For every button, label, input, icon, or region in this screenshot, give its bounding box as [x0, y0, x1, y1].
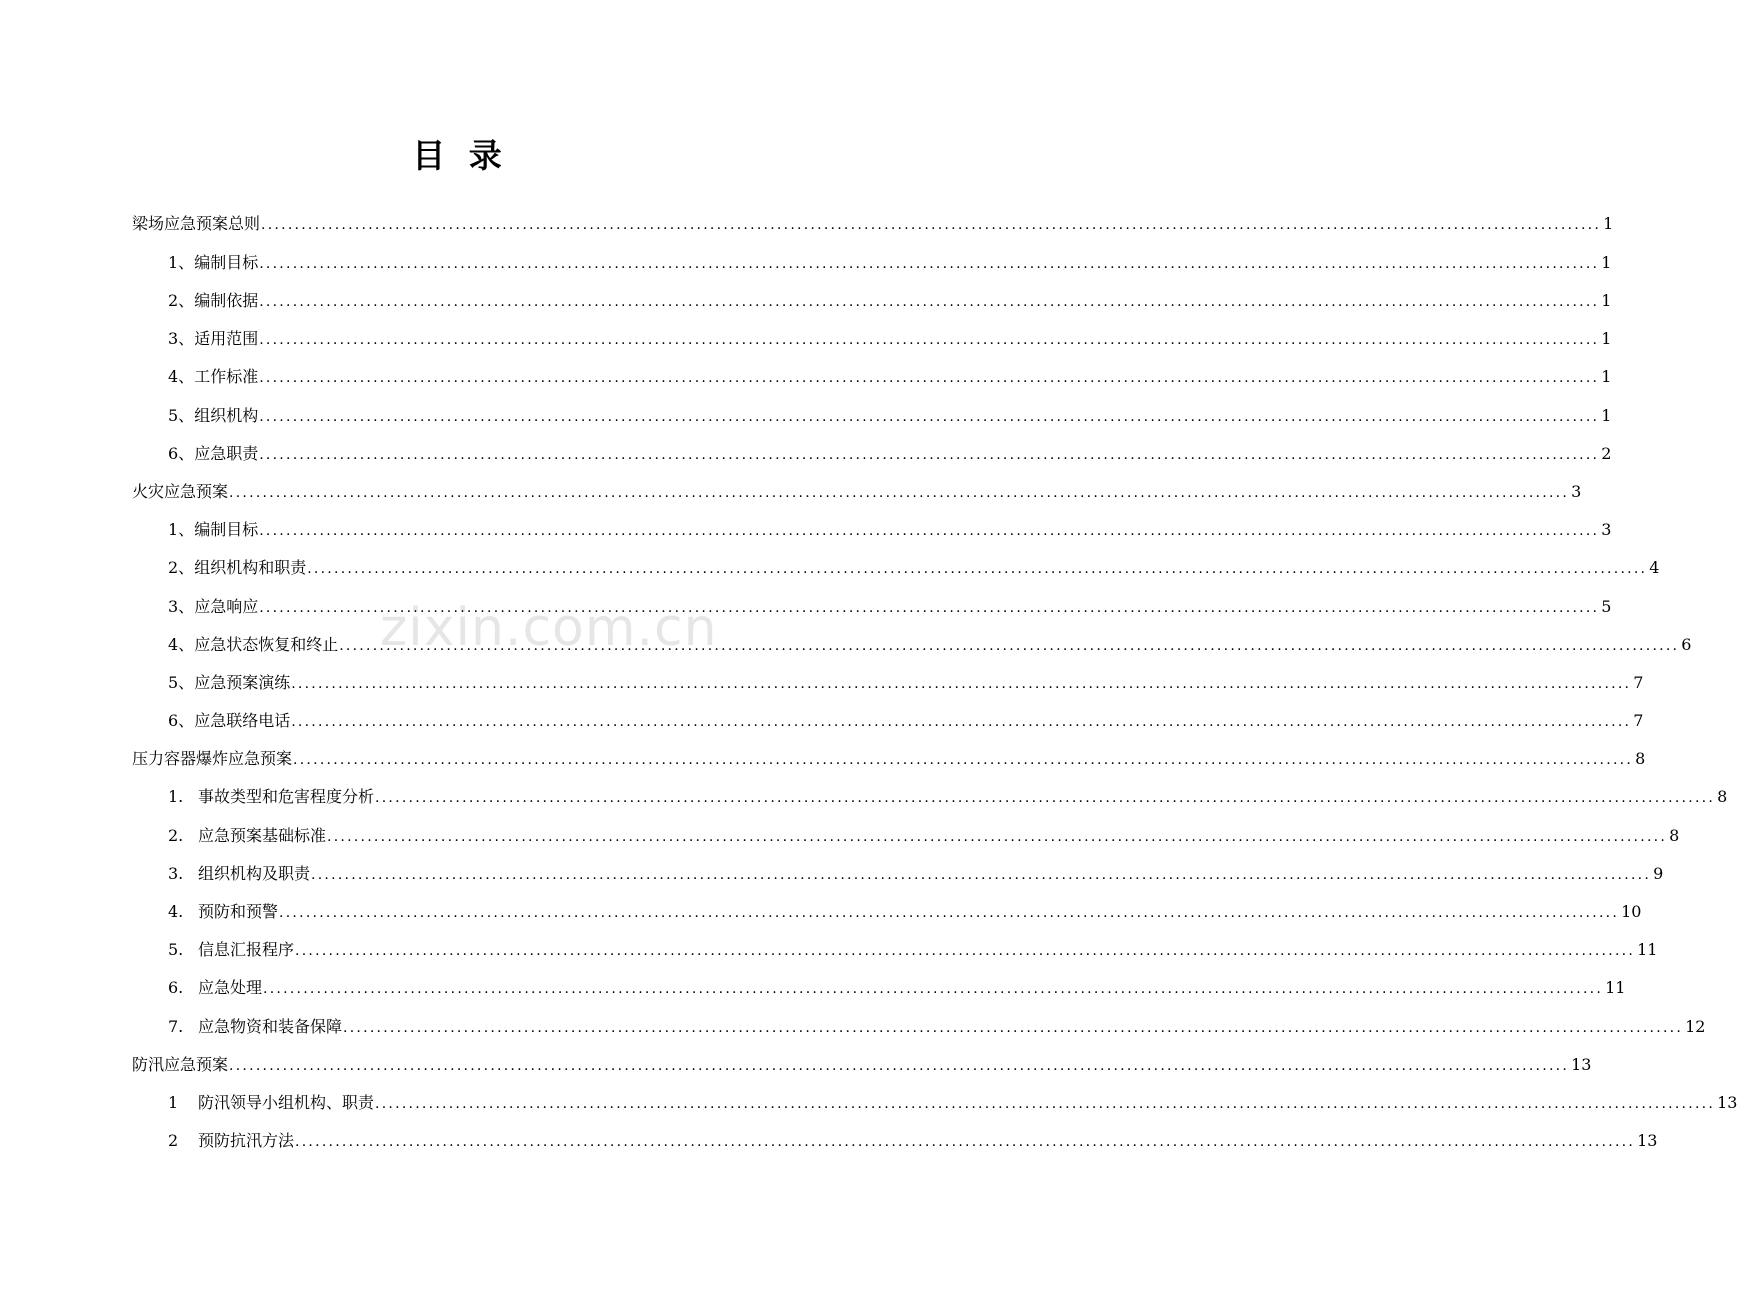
toc-section-entry[interactable] — [132, 1054, 1592, 1076]
toc-entry-label: 防汛应急预案 — [132, 1055, 229, 1074]
toc-subsection-entry[interactable] — [168, 825, 1680, 847]
toc-entry-number: 3. — [168, 864, 184, 883]
toc-entry-label: 适用范围 — [194, 329, 259, 348]
toc-subsection-entry[interactable] — [168, 634, 1692, 656]
toc-entry-label: 梁场应急预案总则 — [132, 214, 261, 233]
toc-entry-label: 编制目标 — [194, 520, 259, 539]
toc-entry-label: 预防和预警 — [198, 902, 279, 921]
dot-leader: ........................................................................................................................................................................................................ — [259, 294, 1600, 310]
toc-entry-page-number: 8 — [1717, 787, 1728, 806]
toc-entry-number: 5、 — [168, 673, 195, 692]
toc-subsection-entry[interactable] — [168, 863, 1664, 885]
toc-subsection-entry[interactable] — [168, 977, 1626, 999]
toc-entry-label: 应急预案基础标准 — [198, 826, 327, 845]
dot-leader: ........................................................................................................................................................................................................ — [261, 217, 1602, 233]
toc-entry-number: 4、 — [168, 367, 195, 386]
toc-entry-number: 1. — [168, 787, 184, 806]
dot-leader: ........................................................................................................................................................................................................ — [343, 1020, 1684, 1036]
toc-entry-page-number: 8 — [1669, 826, 1680, 845]
dot-leader: ........................................................................................................................................................................................................ — [259, 332, 1600, 348]
toc-entry-label: 编制依据 — [194, 291, 259, 310]
toc-subsection-entry[interactable] — [168, 1016, 1706, 1038]
toc-section-entry[interactable] — [132, 481, 1582, 503]
toc-entry-number: 5. — [168, 940, 184, 959]
toc-entry-page-number: 8 — [1635, 749, 1646, 768]
toc-subsection-entry[interactable] — [168, 557, 1660, 579]
dot-leader: ........................................................................................................................................................................................................ — [229, 1058, 1570, 1074]
toc-entry-label: 应急状态恢复和终止 — [194, 635, 339, 654]
toc-entry-label: 压力容器爆炸应急预案 — [132, 749, 293, 768]
dot-leader: ........................................................................................................................................................................................................ — [229, 485, 1570, 501]
toc-entry-number: 6、 — [168, 711, 195, 730]
toc-subsection-entry[interactable] — [168, 786, 1728, 808]
toc-entry-number: 1、 — [168, 520, 195, 539]
toc-title: 目 录 — [412, 136, 508, 175]
dot-leader: ........................................................................................................................................................................................................ — [259, 256, 1600, 272]
toc-subsection-entry[interactable] — [168, 1092, 1737, 1114]
dot-leader: ........................................................................................................................................................................................................ — [259, 523, 1600, 539]
toc-entry-page-number: 11 — [1637, 940, 1658, 959]
dot-leader: ........................................................................................................................................................................................................ — [295, 943, 1636, 959]
toc-entry-page-number: 3 — [1571, 482, 1582, 501]
toc-entry-label: 工作标准 — [194, 367, 259, 386]
toc-subsection-entry[interactable] — [168, 901, 1642, 923]
toc-entry-label: 组织机构和职责 — [194, 558, 307, 577]
toc-entry-label: 应急联络电话 — [194, 711, 291, 730]
toc-entry-page-number: 7 — [1633, 711, 1644, 730]
toc-entry-page-number: 1 — [1601, 406, 1612, 425]
toc-subsection-entry[interactable] — [168, 328, 1612, 350]
toc-entry-number: 2、 — [168, 558, 195, 577]
dot-leader: ........................................................................................................................................................................................................ — [311, 867, 1652, 883]
dot-leader: ........................................................................................................................................................................................................ — [279, 905, 1620, 921]
toc-entry-number: 4. — [168, 902, 184, 921]
toc-entry-label: 应急职责 — [194, 444, 259, 463]
toc-entry-page-number: 7 — [1633, 673, 1644, 692]
dot-leader: ........................................................................................................................................................................................................ — [375, 1096, 1716, 1112]
toc-entry-page-number: 3 — [1601, 520, 1612, 539]
toc-entry-label: 应急响应 — [194, 597, 259, 616]
toc-subsection-entry[interactable] — [168, 366, 1612, 388]
toc-entry-page-number: 1 — [1601, 253, 1612, 272]
toc-entry-label: 应急预案演练 — [194, 673, 291, 692]
toc-subsection-entry[interactable] — [168, 939, 1658, 961]
toc-entry-number: 4、 — [168, 635, 195, 654]
toc-subsection-entry[interactable] — [168, 596, 1612, 618]
toc-entry-label: 组织机构及职责 — [198, 864, 311, 883]
toc-entry-number: 2、 — [168, 291, 195, 310]
toc-entry-label: 应急物资和装备保障 — [198, 1017, 343, 1036]
dot-leader: ........................................................................................................................................................................................................ — [259, 409, 1600, 425]
toc-entry-page-number: 4 — [1649, 558, 1660, 577]
dot-leader: ........................................................................................................................................................................................................ — [259, 600, 1600, 616]
dot-leader: ........................................................................................................................................................................................................ — [291, 714, 1632, 730]
toc-entry-number: 3、 — [168, 597, 195, 616]
toc-entry-number: 2. — [168, 826, 184, 845]
dot-leader: ........................................................................................................................................................................................................ — [295, 1134, 1636, 1150]
toc-subsection-entry[interactable] — [168, 252, 1612, 274]
dot-leader: ........................................................................................................................................................................................................ — [259, 447, 1600, 463]
toc-entry-label: 组织机构 — [194, 406, 259, 425]
toc-subsection-entry[interactable] — [168, 405, 1612, 427]
toc-section-entry[interactable] — [132, 213, 1614, 235]
toc-entry-page-number: 1 — [1601, 329, 1612, 348]
toc-entry-page-number: 10 — [1621, 902, 1642, 921]
toc-entry-label: 编制目标 — [194, 253, 259, 272]
toc-entry-number: 6、 — [168, 444, 195, 463]
dot-leader: ........................................................................................................................................................................................................ — [293, 752, 1634, 768]
watermark: zixin.com.cn — [380, 598, 718, 658]
dot-leader: ........................................................................................................................................................................................................ — [327, 829, 1668, 845]
toc-subsection-entry[interactable] — [168, 1130, 1658, 1152]
toc-entry-number: 1 — [168, 1093, 179, 1112]
toc-entry-page-number: 13 — [1717, 1093, 1737, 1112]
toc-entry-label: 事故类型和危害程度分析 — [198, 787, 375, 806]
toc-entry-page-number: 13 — [1571, 1055, 1592, 1074]
toc-subsection-entry[interactable] — [168, 519, 1612, 541]
toc-entry-page-number: 1 — [1601, 291, 1612, 310]
toc-subsection-entry[interactable] — [168, 443, 1612, 465]
toc-entry-label: 火灾应急预案 — [132, 482, 229, 501]
dot-leader: ........................................................................................................................................................................................................ — [259, 370, 1600, 386]
toc-entry-page-number: 11 — [1605, 978, 1626, 997]
toc-entry-number: 2 — [168, 1131, 179, 1150]
toc-entry-number: 5、 — [168, 406, 195, 425]
toc-entry-label: 预防抗汛方法 — [198, 1131, 295, 1150]
toc-entry-number: 3、 — [168, 329, 195, 348]
toc-entry-page-number: 13 — [1637, 1131, 1658, 1150]
toc-section-entry[interactable] — [132, 748, 1646, 770]
toc-entry-page-number: 1 — [1603, 214, 1614, 233]
dot-leader: ........................................................................................................................................................................................................ — [307, 561, 1648, 577]
toc-subsection-entry[interactable] — [168, 710, 1644, 732]
toc-entry-number: 6. — [168, 978, 184, 997]
toc-entry-page-number: 5 — [1601, 597, 1612, 616]
toc-entry-page-number: 12 — [1685, 1017, 1706, 1036]
toc-entry-number: 1、 — [168, 253, 195, 272]
dot-leader: ........................................................................................................................................................................................................ — [291, 676, 1632, 692]
toc-entry-page-number: 1 — [1601, 367, 1612, 386]
toc-subsection-entry[interactable] — [168, 672, 1644, 694]
toc-entry-label: 防汛领导小组机构、职责 — [198, 1093, 375, 1112]
toc-entry-page-number: 2 — [1601, 444, 1612, 463]
toc-entry-page-number: 9 — [1653, 864, 1664, 883]
toc-entry-page-number: 6 — [1681, 635, 1692, 654]
toc-entry-label: 应急处理 — [198, 978, 263, 997]
toc-entry-label: 信息汇报程序 — [198, 940, 295, 959]
dot-leader: ........................................................................................................................................................................................................ — [263, 981, 1604, 997]
toc-subsection-entry[interactable] — [168, 290, 1612, 312]
dot-leader: ........................................................................................................................................................................................................ — [375, 790, 1716, 806]
toc-entry-number: 7. — [168, 1017, 184, 1036]
dot-leader: ........................................................................................................................................................................................................ — [339, 638, 1680, 654]
